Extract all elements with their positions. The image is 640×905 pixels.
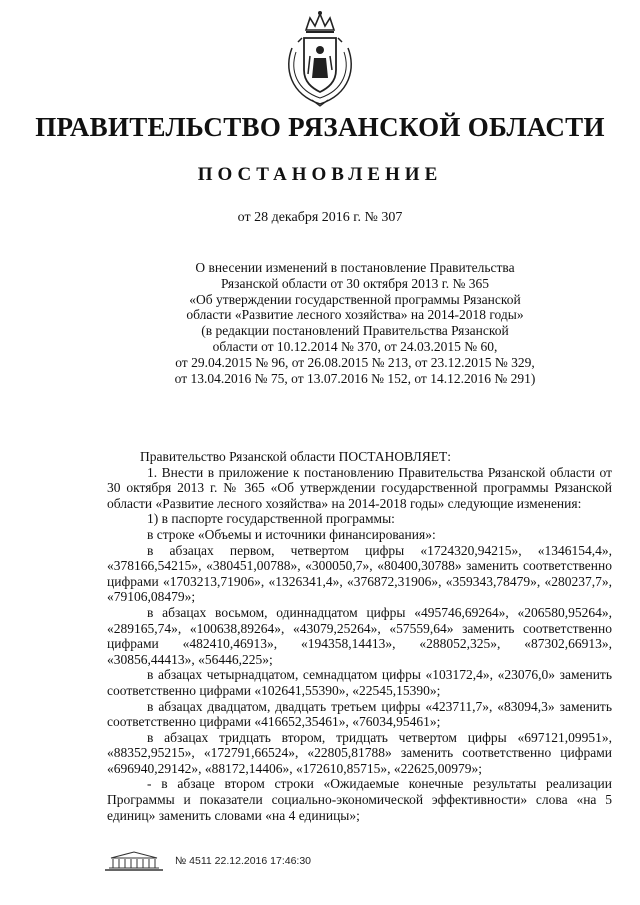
subject-line: О внесении изменений в постановление Правительства [195, 260, 515, 275]
subject-line: области «Развитие лесного хозяйства» на 2014-2018 годы» [186, 307, 524, 323]
subject-line: области от 10.12.2014 № 370, от 24.03.2015 № 60, [212, 338, 498, 354]
body-paragraph: в абзацах двадцатом, двадцать третьем цифры «423711,7», «83094,3» заменить соответственно цифрами «416652,35461», «76034,95461»; [107, 698, 612, 730]
subject-line: «Об утверждении государственной программы Рязанской [189, 291, 521, 307]
organization-title: ПРАВИТЕЛЬСТВО РЯЗАНСКОЙ ОБЛАСТИ [35, 112, 605, 142]
body-paragraph: в абзацах восьмом, одиннадцатом цифры «495746,69264», «206580,95264», «289165,74», «100638,89264», «43079,25264», «57559,64» заменить соответственно цифрами «482410,46913», «194358,14413», «288052,325», «87302,66913», «30856,44413», «56446,225»; [107, 604, 612, 667]
subject-line: от 13.04.2016 № 75, от 13.07.2016 № 152, от 14.12.2016 № 291) [174, 370, 536, 386]
stamp-text: № 4511 22.12.2016 17:46:30 [175, 855, 312, 867]
body-paragraph: в абзацах первом, четвертом цифры «1724320,94215», «1346154,4», «378166,54215», «380451,00788», «300050,7», «80400,30788» заменить соответственно цифрами «1703213,71906», «1326341,4», «376872,31906», «359343,78479», «280237,7», «79106,08479»; [107, 542, 612, 605]
government-building-icon [103, 850, 165, 872]
document-subject [120, 260, 590, 386]
subject-line: от 29.04.2015 № 96, от 26.08.2015 № 213, от 23.12.2015 № 329, [175, 354, 535, 370]
registration-stamp [103, 848, 311, 874]
subject-line: Рязанской области от 30 октября 2013 г. № 365 [220, 275, 490, 291]
subject-line: (в редакции постановлений Правительства Рязанской [201, 323, 509, 339]
coat-of-arms-icon [282, 8, 358, 108]
body-paragraph: 1) в паспорте государственной программы: [147, 511, 395, 527]
body-intro: Правительство Рязанской области ПОСТАНОВЛЯЕТ: [140, 449, 452, 464]
document-body [107, 449, 612, 823]
body-paragraph: в абзацах четырнадцатом, семнадцатом цифры «103172,4», «23076,0» заменить соответственно цифрами «102641,55390», «22545,15390»; [107, 667, 612, 698]
document-type: ПОСТАНОВЛЕНИЕ [197, 164, 443, 185]
document-date: от 28 декабря 2016 г. № 307 [237, 210, 403, 225]
body-paragraph: в абзацах тридцать втором, тридцать четвертом цифры «697121,09951», «88352,95215», «172791,66524», «22805,81788» заменить соответственно цифрами «696940,29142», «88172,14406», «172610,85715», «22625,00979»; [107, 729, 612, 776]
body-paragraph: - в абзаце втором строки «Ожидаемые конечные результаты реализации Программы и показатели социально-экономической эффективности» слова «на 5 единиц» заменить словами «на 4 единицы»; [107, 776, 612, 823]
body-paragraph: 1. Внести в приложение к постановлению Правительства Рязанской области от 30 октября 2013 г. № 365 «Об утверждении государственной программы Рязанской области «Развитие лесного хозяйства» на 2014-2018 годы» следующие изменения: [107, 464, 612, 511]
body-paragraph: в строке «Объемы и источники финансирования»: [147, 526, 436, 542]
